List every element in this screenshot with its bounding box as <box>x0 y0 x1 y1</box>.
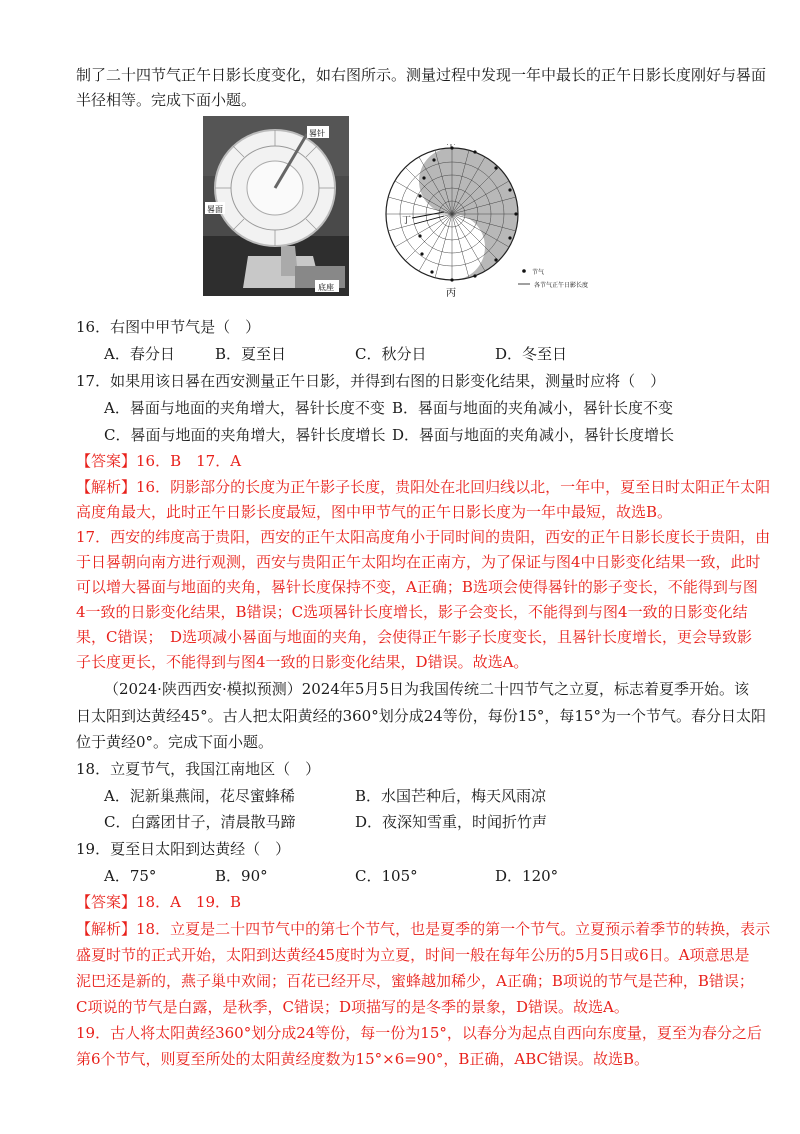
sundial-photo <box>203 116 349 296</box>
analysis2-line-2: 盛夏时节的正式开始，太阳到达黄经45度时为立夏，时间一般在每年公历的5月5日或6日。A项意思是 <box>76 946 750 964</box>
analysis1-line-4: 于日晷朝向南方进行观测，西安与贵阳正午太阳均在正南方，为了保证与图4中日影变化结果一致，此时 <box>76 553 761 571</box>
q18-option-a: A．泥新巢燕闹，花尽蜜蜂稀 <box>104 787 295 805</box>
intro2-line-2: 日太阳到达黄经45°。古人把太阳黄经的360°划分成24等份，每份15°，每15°为一个节气。春分日太阳 <box>76 707 766 725</box>
analysis1-line-7: 果，C错误； D选项减小晷面与地面的夹角，会使得正午影子长度变长，且晷针长度增长，更会导致影 <box>76 628 753 646</box>
q17-stem: 17．如果用该日晷在西安测量正午日影，并得到右图的日影变化结果，测量时应将（ ） <box>76 372 666 390</box>
q19-option-d: D．120° <box>495 867 559 885</box>
legend-line-label: 各节气正午日影长度 <box>534 282 589 289</box>
q16-option-c: C．秋分日 <box>355 345 427 363</box>
q16-option-d: D．冬至日 <box>495 345 568 363</box>
analysis1-line-6: 4一致的日影变化结果，B错误；C选项晷针长度增长，影子会变长，不能得到与图4一致的日影变化结 <box>76 603 748 621</box>
answer-text: 16．B 17．A <box>136 452 242 470</box>
q19-option-c: C．105° <box>355 867 418 885</box>
shadow-polar-diagram <box>384 144 604 304</box>
answer-block-1 <box>76 452 736 471</box>
analysis2-line-3: 泥巴还是新的，燕子巢中欢闹；百花已经开尽，蜜蜂越加稀少，A正确；B项说的节气是芒种，B错误； <box>76 972 754 990</box>
q17-option-c: C．晷面与地面的夹角增大，晷针长度增长 <box>104 426 386 444</box>
q18-option-c: C．白露团甘子，清晨散马蹄 <box>104 813 296 831</box>
analysis1-text-1: 16．阴影部分的长度为正午影子长度，贵阳处在北回归线以北，一年中，夏至日时太阳正午太阳 <box>136 478 771 496</box>
q19-option-a: A．75° <box>104 867 157 885</box>
label-base: 底座 <box>318 283 334 292</box>
answer-tag: 【答案】 <box>76 893 137 911</box>
q17-option-d: D．晷面与地面的夹角减小，晷针长度增长 <box>392 426 675 444</box>
q18-stem: 18．立夏节气，我国江南地区（ ） <box>76 760 321 778</box>
label-ding: 丁 <box>402 216 412 226</box>
intro2-line-3: 位于黄经0°。完成下面小题。 <box>76 733 274 751</box>
intro-line-2: 半径相等。完成下面小题。 <box>76 91 257 109</box>
legend-point-label: 节气 <box>532 269 545 276</box>
legend-point-marker <box>522 269 526 273</box>
analysis1-line-3: 17．西安的纬度高于贵阳，西安的正午太阳高度角小于同时间的贵阳，西安的正午日影长度长于贵阳，由 <box>76 528 771 546</box>
intro-line-1: 制了二十四节气正午日影长度变化，如右图所示。测量过程中发现一年中最长的正午日影长度刚好与晷面 <box>76 66 767 84</box>
analysis-tag: 【解析】 <box>76 478 137 496</box>
q17-option-a: A．晷面与地面的夹角增大，晷针长度不变 <box>104 399 385 417</box>
q18-option-d: D．夜深知雪重，时闻折竹声 <box>355 813 548 831</box>
q19-option-b: B．90° <box>215 867 268 885</box>
label-face: 晷面 <box>207 205 223 214</box>
analysis1-line-8: 子长度更长，不能得到与图4一致的日影变化结果，D错误。故选A。 <box>76 653 529 671</box>
analysis2-line-5: 19．古人将太阳黄经360°划分成24等份，每一份为15°，以春分为起点自西向东度量，夏至为春分之后 <box>76 1024 762 1042</box>
label-gnomon: 晷针 <box>309 129 325 138</box>
q16-option-b: B．夏至日 <box>215 345 287 363</box>
analysis2-line-6: 第6个节气，则夏至所处的太阳黄经度数为15°×6=90°，B正确，ABC错误。故选B。 <box>76 1050 650 1068</box>
analysis1-line-1 <box>76 478 771 497</box>
analysis1-line-2: 高度角最大，此时正午日影长度最短，图中甲节气的正午日影长度为一年中最短，故选B。 <box>76 503 673 521</box>
answer-block-2 <box>76 893 736 912</box>
analysis-tag: 【解析】 <box>76 920 137 938</box>
analysis2-line-4: C项说的节气是白露，是秋季，C错误；D项描写的是冬季的景象，D错误。故选A。 <box>76 998 629 1016</box>
intro2-line-1: （2024·陕西西安·模拟预测）2024年5月5日为我国传统二十四节气之立夏，标志着夏季开始。该 <box>104 680 749 698</box>
q16-stem: 16．右图中甲节气是（ ） <box>76 318 261 336</box>
sundial-illustration <box>203 116 349 296</box>
analysis1-line-5: 可以增大晷面与地面的夹角，晷针长度保持不变，A正确；B选项会使得晷针的影子变长，不能得到与图 <box>76 578 758 596</box>
answer-tag: 【答案】 <box>76 452 137 470</box>
q16-option-a: A．春分日 <box>104 345 175 363</box>
shadow-polar-figure <box>384 144 604 304</box>
q19-stem: 19．夏至日太阳到达黄经（ ） <box>76 840 291 858</box>
label-jia: 甲 <box>446 144 456 150</box>
q17-option-b: B．晷面与地面的夹角减小，晷针长度不变 <box>392 399 674 417</box>
answer-text: 18．A 19．B <box>136 893 242 911</box>
label-bing: 丙 <box>446 288 456 299</box>
analysis2-line-1 <box>76 920 771 939</box>
q18-option-b: B．水国芒种后，梅天风雨凉 <box>355 787 547 805</box>
analysis2-text-1: 18．立夏是二十四节气中的第七个节气，也是夏季的第一个节气。立夏预示着季节的转换，表示 <box>136 920 771 938</box>
